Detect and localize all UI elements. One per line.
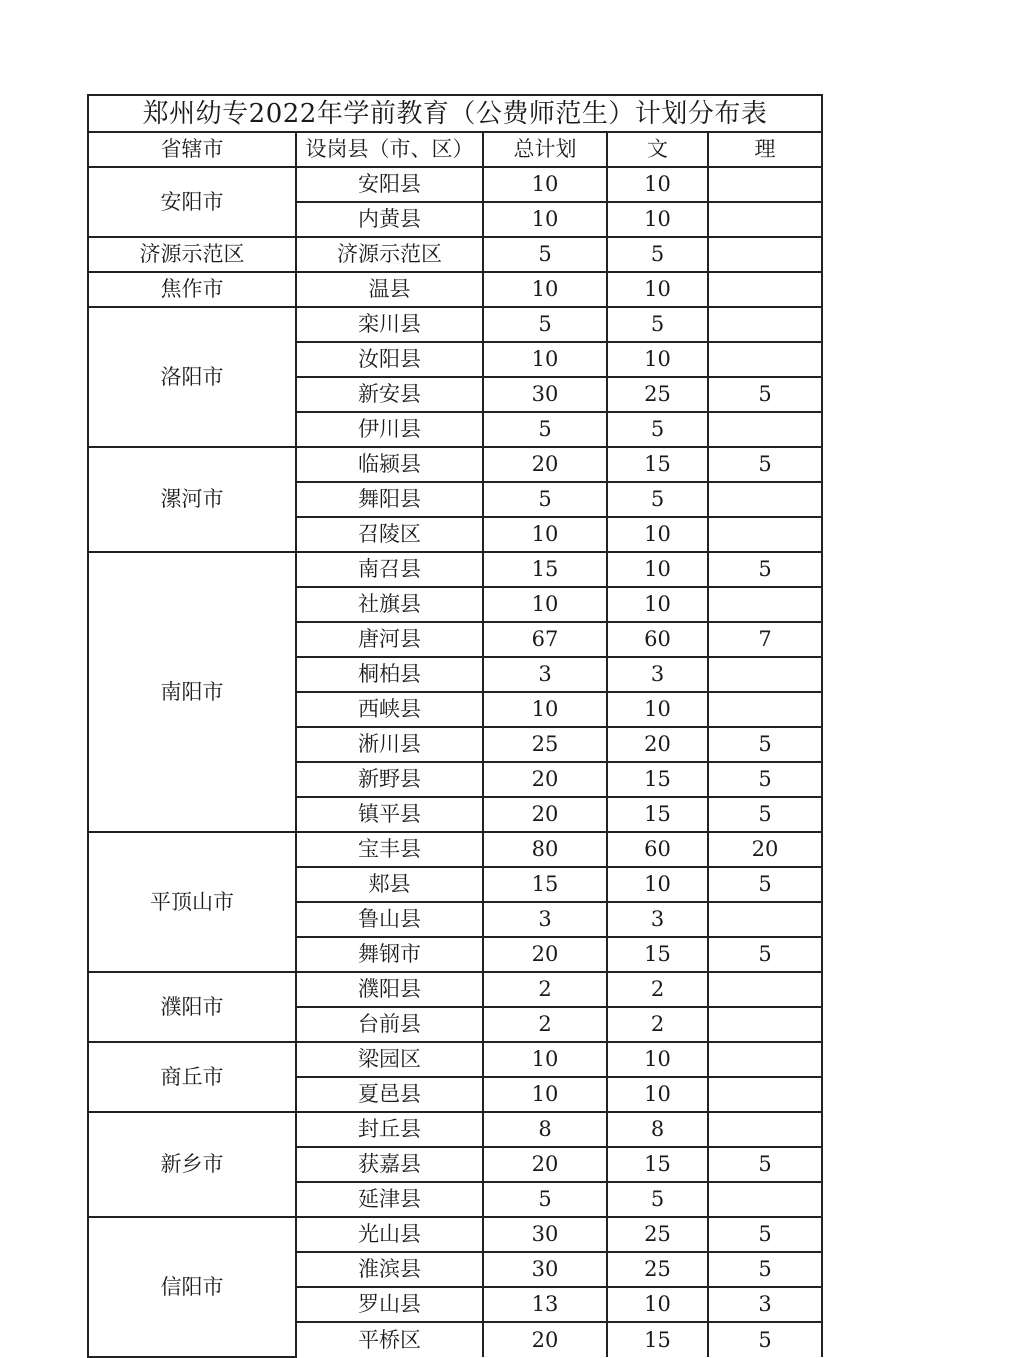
city-cell: 新乡市 bbox=[88, 1112, 296, 1217]
table-row bbox=[88, 307, 822, 342]
science-cell bbox=[708, 1182, 822, 1217]
title-row bbox=[88, 95, 822, 132]
total-cell: 8 bbox=[483, 1112, 607, 1147]
science-cell bbox=[708, 902, 822, 937]
arts-cell: 5 bbox=[607, 482, 708, 517]
arts-cell: 15 bbox=[607, 797, 708, 832]
county-cell: 新野县 bbox=[296, 762, 483, 797]
arts-cell: 10 bbox=[607, 587, 708, 622]
city-cell: 洛阳市 bbox=[88, 307, 296, 447]
county-cell: 唐河县 bbox=[296, 622, 483, 657]
plan-table bbox=[87, 94, 823, 1358]
arts-cell: 5 bbox=[607, 237, 708, 272]
header-total: 总计划 bbox=[483, 132, 607, 167]
table-row bbox=[88, 272, 822, 307]
science-cell bbox=[708, 202, 822, 237]
science-cell bbox=[708, 517, 822, 552]
total-cell: 10 bbox=[483, 517, 607, 552]
total-cell: 15 bbox=[483, 552, 607, 587]
arts-cell: 10 bbox=[607, 517, 708, 552]
total-cell: 3 bbox=[483, 657, 607, 692]
total-cell: 10 bbox=[483, 167, 607, 202]
total-cell: 2 bbox=[483, 1007, 607, 1042]
county-cell: 郏县 bbox=[296, 867, 483, 902]
total-cell: 25 bbox=[483, 727, 607, 762]
total-cell: 5 bbox=[483, 237, 607, 272]
total-cell: 3 bbox=[483, 902, 607, 937]
total-cell: 20 bbox=[483, 797, 607, 832]
county-cell: 汝阳县 bbox=[296, 342, 483, 377]
total-cell: 20 bbox=[483, 1322, 607, 1357]
county-cell: 社旗县 bbox=[296, 587, 483, 622]
total-cell: 10 bbox=[483, 587, 607, 622]
county-cell: 濮阳县 bbox=[296, 972, 483, 1007]
table-row bbox=[88, 167, 822, 202]
science-cell: 5 bbox=[708, 447, 822, 482]
city-cell: 焦作市 bbox=[88, 272, 296, 307]
county-cell: 淮滨县 bbox=[296, 1252, 483, 1287]
arts-cell: 2 bbox=[607, 972, 708, 1007]
science-cell: 3 bbox=[708, 1287, 822, 1322]
science-cell: 5 bbox=[708, 1217, 822, 1252]
city-cell: 商丘市 bbox=[88, 1042, 296, 1112]
arts-cell: 10 bbox=[607, 1042, 708, 1077]
county-cell: 梁园区 bbox=[296, 1042, 483, 1077]
county-cell: 新安县 bbox=[296, 377, 483, 412]
county-cell: 舞钢市 bbox=[296, 937, 483, 972]
table-row bbox=[88, 972, 822, 1007]
total-cell: 10 bbox=[483, 202, 607, 237]
arts-cell: 10 bbox=[607, 342, 708, 377]
county-cell: 栾川县 bbox=[296, 307, 483, 342]
total-cell: 10 bbox=[483, 342, 607, 377]
county-cell: 内黄县 bbox=[296, 202, 483, 237]
total-cell: 20 bbox=[483, 762, 607, 797]
arts-cell: 10 bbox=[607, 867, 708, 902]
city-cell: 漯河市 bbox=[88, 447, 296, 552]
table-row bbox=[88, 552, 822, 587]
science-cell bbox=[708, 482, 822, 517]
total-cell: 5 bbox=[483, 482, 607, 517]
arts-cell: 3 bbox=[607, 657, 708, 692]
county-cell: 光山县 bbox=[296, 1217, 483, 1252]
arts-cell: 10 bbox=[607, 1287, 708, 1322]
county-cell: 镇平县 bbox=[296, 797, 483, 832]
county-cell: 安阳县 bbox=[296, 167, 483, 202]
arts-cell: 2 bbox=[607, 1007, 708, 1042]
header-arts: 文 bbox=[607, 132, 708, 167]
arts-cell: 10 bbox=[607, 552, 708, 587]
total-cell: 15 bbox=[483, 867, 607, 902]
arts-cell: 3 bbox=[607, 902, 708, 937]
county-cell: 平桥区 bbox=[296, 1322, 483, 1357]
arts-cell: 60 bbox=[607, 622, 708, 657]
science-cell bbox=[708, 657, 822, 692]
science-cell: 5 bbox=[708, 867, 822, 902]
county-cell: 召陵区 bbox=[296, 517, 483, 552]
arts-cell: 15 bbox=[607, 447, 708, 482]
total-cell: 10 bbox=[483, 1042, 607, 1077]
county-cell: 济源示范区 bbox=[296, 237, 483, 272]
city-cell: 信阳市 bbox=[88, 1217, 296, 1357]
county-cell: 延津县 bbox=[296, 1182, 483, 1217]
county-cell: 南召县 bbox=[296, 552, 483, 587]
county-cell: 台前县 bbox=[296, 1007, 483, 1042]
science-cell bbox=[708, 307, 822, 342]
arts-cell: 25 bbox=[607, 1252, 708, 1287]
total-cell: 20 bbox=[483, 1147, 607, 1182]
total-cell: 2 bbox=[483, 972, 607, 1007]
county-cell: 宝丰县 bbox=[296, 832, 483, 867]
total-cell: 10 bbox=[483, 272, 607, 307]
total-cell: 5 bbox=[483, 307, 607, 342]
arts-cell: 5 bbox=[607, 307, 708, 342]
county-cell: 伊川县 bbox=[296, 412, 483, 447]
science-cell: 5 bbox=[708, 1252, 822, 1287]
science-cell: 5 bbox=[708, 727, 822, 762]
total-cell: 67 bbox=[483, 622, 607, 657]
header-city: 省辖市 bbox=[88, 132, 296, 167]
arts-cell: 15 bbox=[607, 762, 708, 797]
arts-cell: 10 bbox=[607, 272, 708, 307]
science-cell: 5 bbox=[708, 1322, 822, 1357]
county-cell: 临颍县 bbox=[296, 447, 483, 482]
total-cell: 10 bbox=[483, 1077, 607, 1112]
science-cell bbox=[708, 587, 822, 622]
arts-cell: 15 bbox=[607, 1322, 708, 1357]
city-cell: 濮阳市 bbox=[88, 972, 296, 1042]
total-cell: 30 bbox=[483, 1217, 607, 1252]
county-cell: 封丘县 bbox=[296, 1112, 483, 1147]
science-cell bbox=[708, 972, 822, 1007]
arts-cell: 10 bbox=[607, 692, 708, 727]
table-row bbox=[88, 447, 822, 482]
table-row bbox=[88, 1217, 822, 1252]
science-cell bbox=[708, 412, 822, 447]
arts-cell: 25 bbox=[607, 1217, 708, 1252]
county-cell: 西峡县 bbox=[296, 692, 483, 727]
city-cell: 南阳市 bbox=[88, 552, 296, 832]
science-cell: 5 bbox=[708, 937, 822, 972]
science-cell: 5 bbox=[708, 762, 822, 797]
table-row bbox=[88, 1112, 822, 1147]
county-cell: 罗山县 bbox=[296, 1287, 483, 1322]
county-cell: 舞阳县 bbox=[296, 482, 483, 517]
science-cell: 5 bbox=[708, 1147, 822, 1182]
science-cell bbox=[708, 692, 822, 727]
table-title: 郑州幼专2022年学前教育（公费师范生）计划分布表 bbox=[88, 95, 822, 132]
science-cell bbox=[708, 1042, 822, 1077]
total-cell: 10 bbox=[483, 692, 607, 727]
arts-cell: 25 bbox=[607, 377, 708, 412]
header-county: 设岗县（市、区） bbox=[296, 132, 483, 167]
total-cell: 30 bbox=[483, 377, 607, 412]
arts-cell: 5 bbox=[607, 1182, 708, 1217]
city-cell: 济源示范区 bbox=[88, 237, 296, 272]
science-cell: 5 bbox=[708, 552, 822, 587]
arts-cell: 15 bbox=[607, 937, 708, 972]
county-cell: 夏邑县 bbox=[296, 1077, 483, 1112]
table-row bbox=[88, 1042, 822, 1077]
arts-cell: 20 bbox=[607, 727, 708, 762]
science-cell: 7 bbox=[708, 622, 822, 657]
science-cell bbox=[708, 272, 822, 307]
county-cell: 淅川县 bbox=[296, 727, 483, 762]
table-row bbox=[88, 237, 822, 272]
science-cell bbox=[708, 167, 822, 202]
total-cell: 80 bbox=[483, 832, 607, 867]
science-cell bbox=[708, 1007, 822, 1042]
science-cell bbox=[708, 1077, 822, 1112]
city-cell: 平顶山市 bbox=[88, 832, 296, 972]
science-cell bbox=[708, 342, 822, 377]
header-science: 理 bbox=[708, 132, 822, 167]
total-cell: 20 bbox=[483, 447, 607, 482]
header-row bbox=[88, 132, 822, 167]
total-cell: 13 bbox=[483, 1287, 607, 1322]
arts-cell: 8 bbox=[607, 1112, 708, 1147]
arts-cell: 10 bbox=[607, 167, 708, 202]
county-cell: 温县 bbox=[296, 272, 483, 307]
science-cell bbox=[708, 1112, 822, 1147]
total-cell: 5 bbox=[483, 1182, 607, 1217]
total-cell: 30 bbox=[483, 1252, 607, 1287]
arts-cell: 15 bbox=[607, 1147, 708, 1182]
total-cell: 5 bbox=[483, 412, 607, 447]
county-cell: 获嘉县 bbox=[296, 1147, 483, 1182]
city-cell: 安阳市 bbox=[88, 167, 296, 237]
arts-cell: 10 bbox=[607, 1077, 708, 1112]
table-row bbox=[88, 832, 822, 867]
arts-cell: 60 bbox=[607, 832, 708, 867]
table-body bbox=[88, 95, 822, 1357]
science-cell: 5 bbox=[708, 377, 822, 412]
total-cell: 20 bbox=[483, 937, 607, 972]
arts-cell: 5 bbox=[607, 412, 708, 447]
county-cell: 桐柏县 bbox=[296, 657, 483, 692]
science-cell bbox=[708, 237, 822, 272]
arts-cell: 10 bbox=[607, 202, 708, 237]
science-cell: 20 bbox=[708, 832, 822, 867]
county-cell: 鲁山县 bbox=[296, 902, 483, 937]
science-cell: 5 bbox=[708, 797, 822, 832]
